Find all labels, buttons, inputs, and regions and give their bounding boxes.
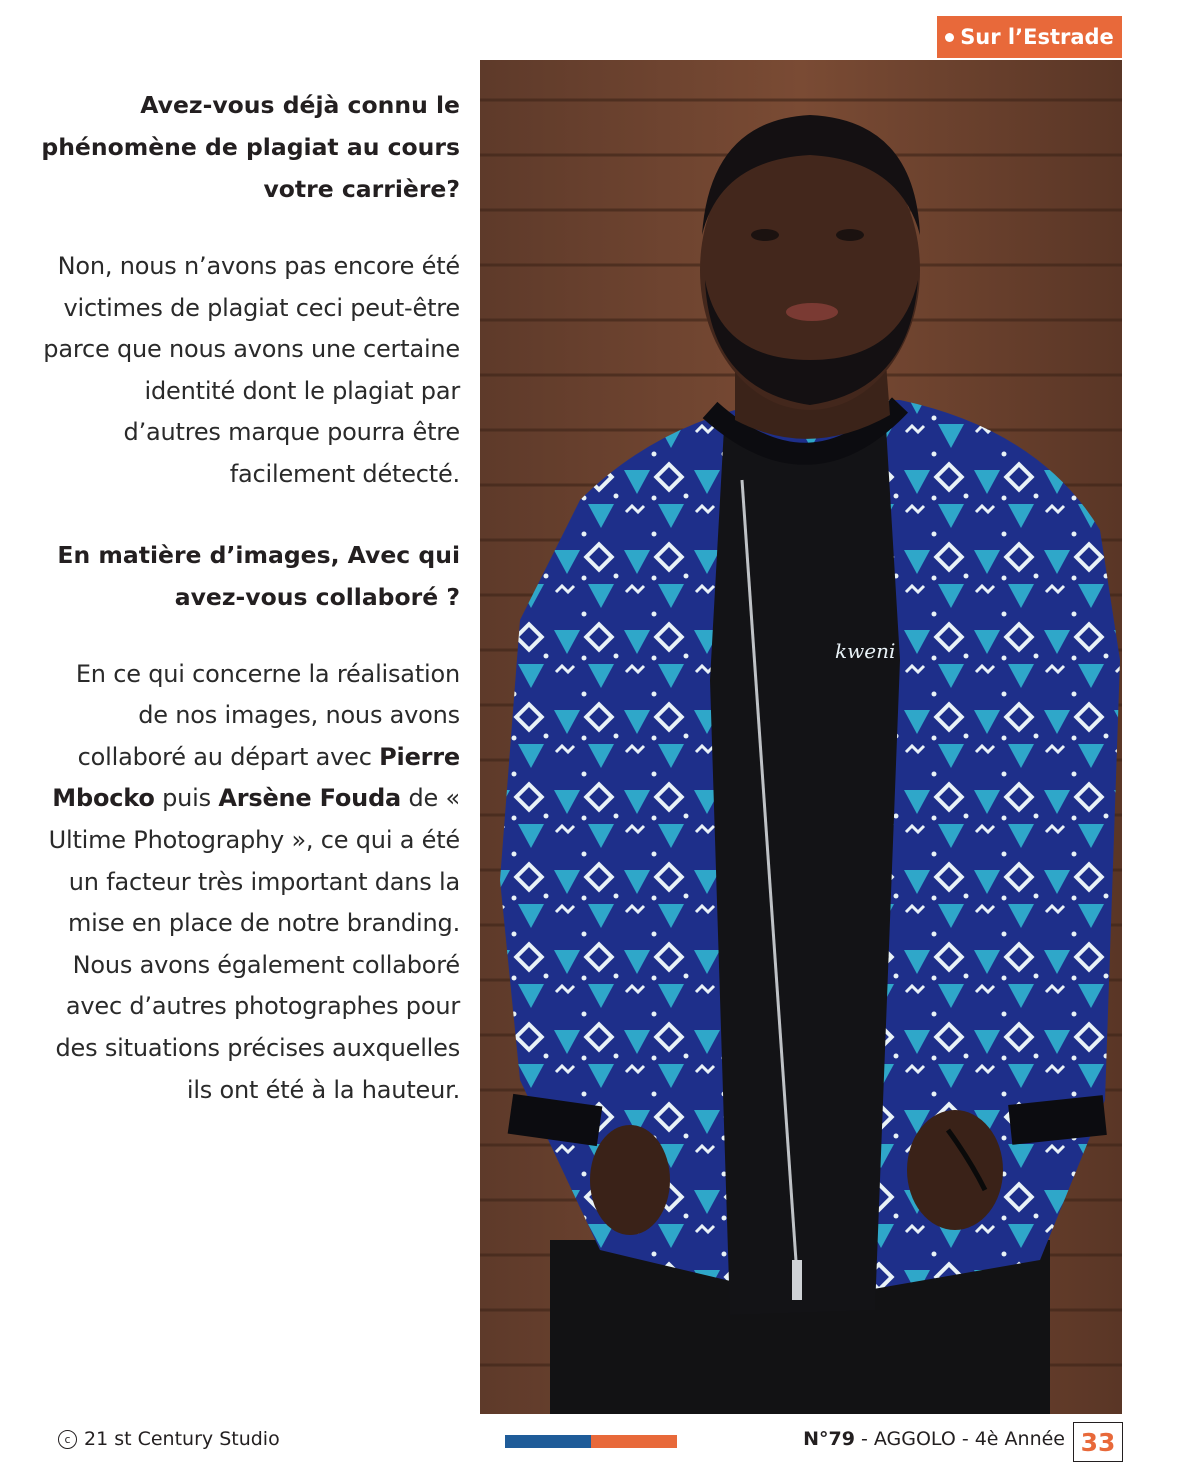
question-images: En matière d’images, Avec qui avez-vous collaboré ? <box>57 540 460 611</box>
issue-info <box>803 1428 1065 1450</box>
jacket-logo-text: kweni <box>835 639 896 663</box>
copyright-icon: c <box>58 1430 77 1449</box>
answer-images-text-3: de « Ultime Photography », ce qui a été un facteur très important dans la mise en place de notre branding. Nous avons également collaboré avec d’autres photographes pour des situations précises auxquelles ils ont été à la hauteur. <box>48 784 460 1104</box>
answer-images <box>40 654 460 1112</box>
issue-details: - AGGOLO - 4è Année <box>854 1428 1065 1450</box>
article-text-column <box>40 84 460 1149</box>
photo-credit-text: 21 st Century Studio <box>84 1428 280 1450</box>
answer-plagiat: Non, nous n’avons pas encore été victimes de plagiat ceci peut-être parce que nous avons une certaine identité dont le plagiat par d’autres marque pourra être facilement détecté. <box>43 252 460 488</box>
section-tag-label: Sur l’Estrade <box>960 25 1114 49</box>
footer-color-bar-orange <box>591 1435 677 1448</box>
photographer-name-1: Pierre Mbocko <box>52 742 460 813</box>
bullet-dot-icon <box>945 33 954 42</box>
photographer-name-2: Arsène Fouda <box>218 784 402 813</box>
photo-credit <box>58 1428 280 1450</box>
portrait-photo <box>480 60 1122 1414</box>
question-plagiat: Avez-vous déjà connu le phénomène de plagiat au cours votre carrière? <box>41 91 460 203</box>
answer-images-text-2: puis <box>154 784 219 813</box>
answer-images-text-1: En ce qui concerne la réalisation de nos images, nous avons collaboré au départ avec <box>75 659 460 771</box>
page-number: 33 <box>1073 1422 1123 1462</box>
section-tag <box>937 16 1122 58</box>
issue-number: N°79 <box>803 1428 855 1450</box>
footer-color-bar-blue <box>505 1435 591 1448</box>
